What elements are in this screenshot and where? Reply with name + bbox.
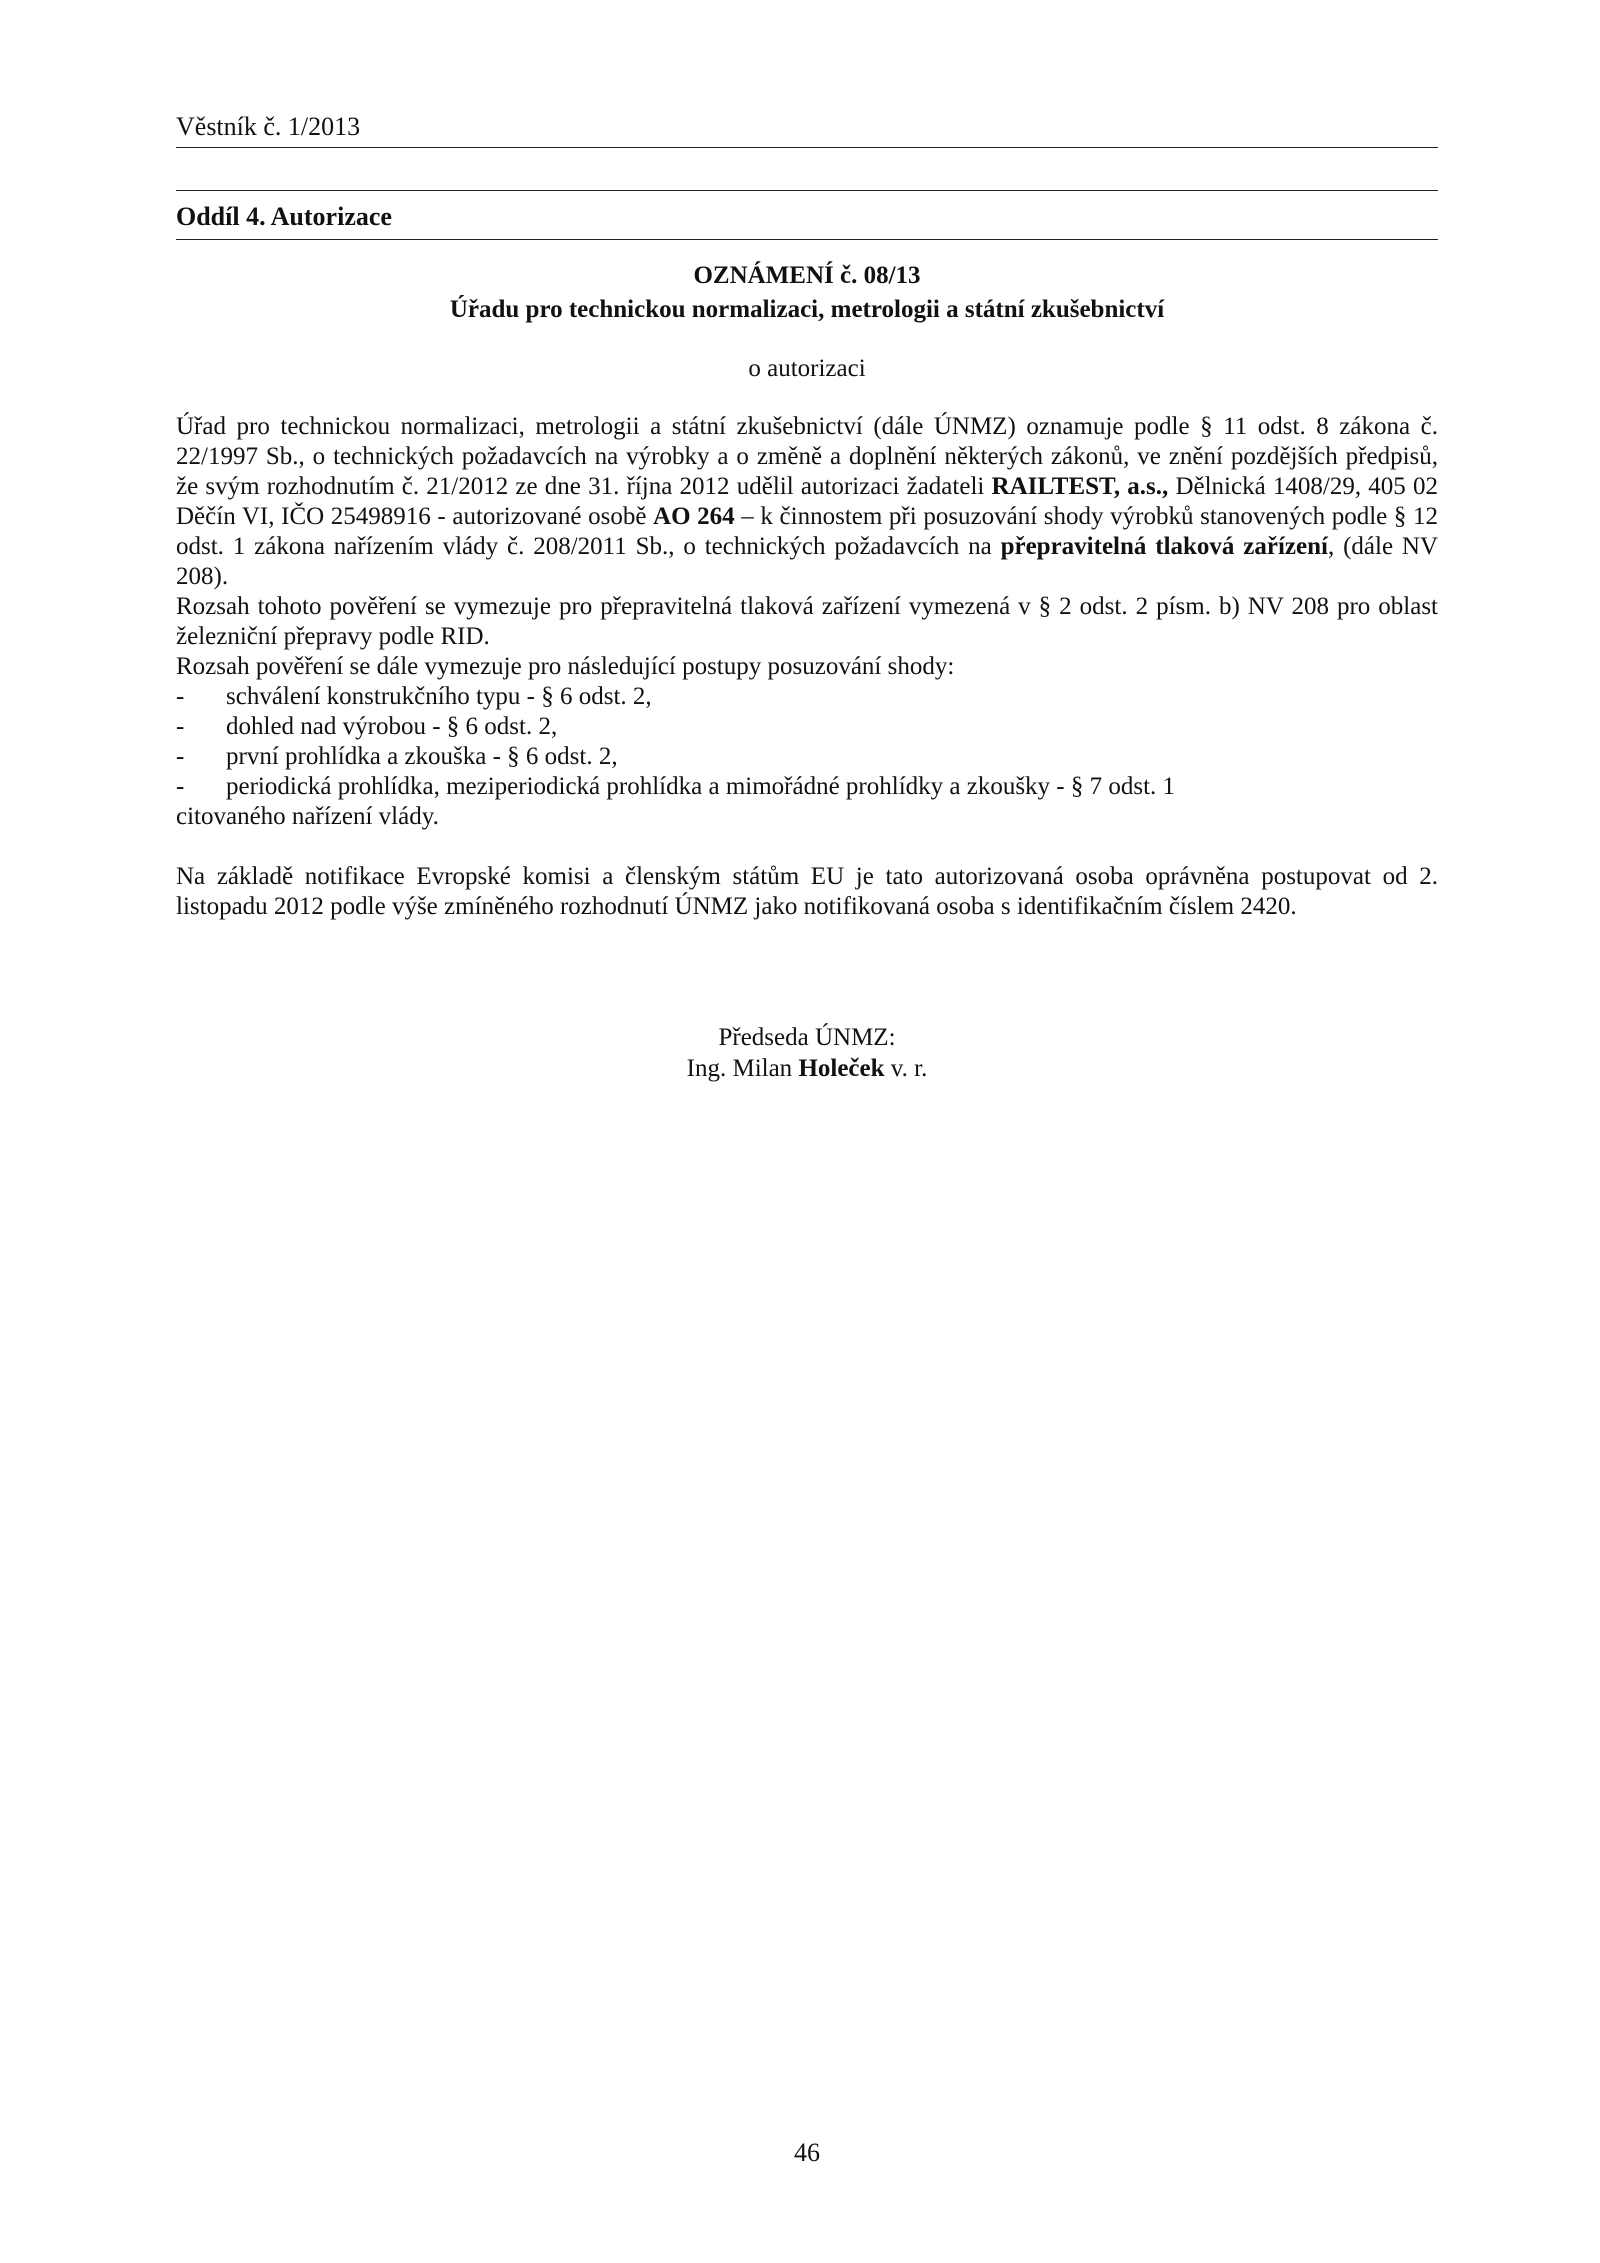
paragraph-scope: Rozsah tohoto pověření se vymezuje pro přepravitelná tlaková zařízení vymezená v § 2 odst. 2 písm. b) NV 208 pro oblast železniční přepravy podle RID. xyxy=(176,593,1438,650)
list-item xyxy=(176,772,1438,802)
header-rule xyxy=(176,147,1438,148)
dash-bullet: - xyxy=(176,683,185,710)
section-bottom-rule xyxy=(176,239,1438,240)
signature-surname: Holeček xyxy=(798,1055,885,1082)
list-item-text: periodická prohlídka, meziperiodická prohlídka a mimořádné prohlídky a zkoušky - § 7 odst. 1 xyxy=(226,773,1176,800)
list-item-text: první prohlídka a zkouška - § 6 odst. 2, xyxy=(226,743,618,770)
list-item xyxy=(176,712,1438,742)
notice-authority: Úřadu pro technickou normalizaci, metrologii a státní zkušebnictví xyxy=(449,296,1165,323)
signature-role: Předseda ÚNMZ: xyxy=(718,1024,896,1051)
dash-bullet: - xyxy=(176,743,185,770)
list-item xyxy=(176,742,1438,772)
list-item-text: schválení konstrukčního typu - § 6 odst. 2, xyxy=(226,683,652,710)
paragraph-notification: Na základě notifikace Evropské komisi a členským státům EU je tato autorizovaná osoba oprávněna postupovat od 2. listopadu 2012 podle výše zmíněného rozhodnutí ÚNMZ jako notifikovaná osoba s identifikačním číslem 2420. xyxy=(176,863,1438,920)
ao-number: AO 264 xyxy=(653,503,735,530)
signature-suffix: v. r. xyxy=(884,1055,928,1082)
notice-body xyxy=(176,412,1438,922)
text-span: , (dále NV 208). xyxy=(176,533,1439,590)
notice-subject: o autorizaci xyxy=(748,355,866,382)
product-category: přepravitelná tlaková zařízení xyxy=(1000,533,1328,560)
section-title: Oddíl 4. Autorizace xyxy=(176,202,392,231)
list-item-text: dohled nad výrobou - § 6 odst. 2, xyxy=(226,713,558,740)
paragraph-authorization xyxy=(176,412,1438,592)
page-number: 46 xyxy=(794,2138,820,2167)
signature-prefix: Ing. Milan xyxy=(686,1055,799,1082)
dash-bullet: - xyxy=(176,713,185,740)
dash-bullet: - xyxy=(176,773,185,800)
company-name: RAILTEST, a.s., xyxy=(991,473,1169,500)
signature-name xyxy=(176,1055,1438,1083)
paragraph-procedures-intro: Rozsah pověření se dále vymezuje pro následující postupy posuzování shody: xyxy=(176,653,955,680)
section-top-rule xyxy=(176,190,1438,191)
running-header: Věstník č. 1/2013 xyxy=(176,112,361,141)
paragraph-regulation-ref: citovaného nařízení vlády. xyxy=(176,803,439,830)
list-item xyxy=(176,682,1438,712)
text-span: Úřad pro technickou normalizaci, metrologii a státní zkušebnictví (dále ÚNMZ) oznamuje podle § 11 odst. 8 zákona č. 22/1997 Sb., o technických požadavcích na výrobky a o změně a doplnění některých zákonů, ve znění pozdějších předpisů, že svým rozhodnutím č. 21/2012 ze dne 31. října 2012 udělil autorizaci žadateli xyxy=(176,413,1438,500)
notice-title: OZNÁMENÍ č. 08/13 xyxy=(693,262,921,289)
text-span: Dělnická 1408/29, 405 02 Děčín VI, IČO 25498916 - autorizované osobě xyxy=(176,473,1438,530)
text-span: – k činnostem při posuzování shody výrobků stanovených podle § 12 odst. 1 zákona nařízením vlády č. 208/2011 Sb., o technických požadavcích na xyxy=(176,503,1438,560)
